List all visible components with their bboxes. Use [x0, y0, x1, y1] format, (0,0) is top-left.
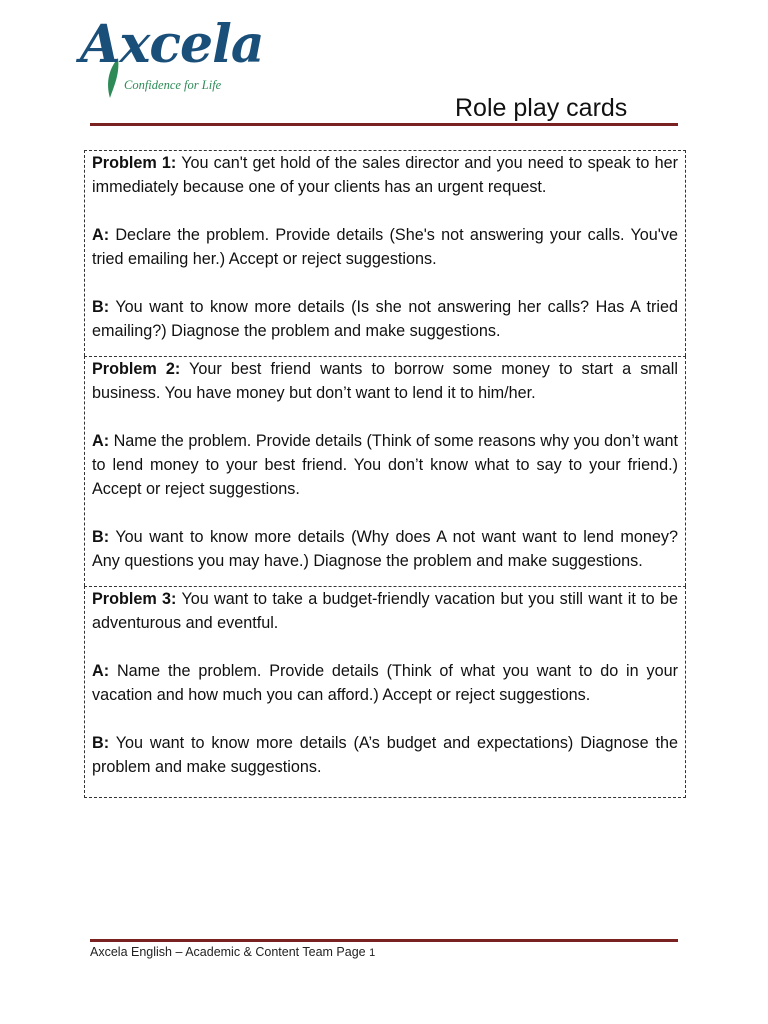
- logo-wordmark: Axcela: [80, 14, 264, 75]
- card-3-role-a: [92, 659, 678, 707]
- card-1-role-b: [92, 295, 678, 343]
- card-1-b-label: B:: [92, 298, 110, 316]
- logo-tagline: Confidence for Life: [124, 78, 222, 92]
- card-3-problem-label: Problem 3:: [92, 590, 177, 608]
- card-1-problem-text: You can't get hold of the sales director and you need to speak to her immediately because one of your clients has an urgent request.: [92, 154, 678, 196]
- footer-rule: [90, 939, 678, 942]
- card-2-problem-text: Your best friend wants to borrow some money to start a small business. You have money but don’t want to lend it to him/her.: [92, 360, 678, 402]
- card-1-b-text: You want to know more details (Is she not answering her calls? Has A tried emailing?) Diagnose the problem and make suggestions.: [92, 298, 678, 340]
- card-2-a-label: A:: [92, 432, 110, 450]
- card-3-a-text: Name the problem. Provide details (Think of what you want to do in your vacation and how much you can afford.) Accept or reject suggestions.: [92, 662, 678, 704]
- page-number: 1: [369, 947, 376, 959]
- card-2-problem: [92, 357, 678, 405]
- card-3-a-label: A:: [92, 662, 110, 680]
- header-rule: [90, 123, 678, 126]
- card-2-a-text: Name the problem. Provide details (Think of some reasons why you don’t want to lend money to your best friend. You don’t know what to say to your friend.) Accept or reject suggestions.: [92, 432, 678, 498]
- card-3-b-text: You want to know more details (A’s budget and expectations) Diagnose the problem and make suggestions.: [92, 734, 678, 776]
- role-play-cards: [84, 150, 686, 798]
- card-2-role-a: [92, 429, 678, 501]
- card-3: [84, 586, 686, 798]
- card-2-role-b: [92, 525, 678, 573]
- card-2-b-label: B:: [92, 528, 110, 546]
- card-3-problem-text: You want to take a budget-friendly vacation but you still want it to be adventurous and eventful.: [92, 590, 678, 632]
- page-title: Role play cards: [455, 94, 628, 122]
- axcela-logo: [80, 14, 264, 104]
- card-1-role-a: [92, 223, 678, 271]
- card-3-problem: [92, 587, 678, 635]
- card-1-a-label: A:: [92, 226, 110, 244]
- card-2: [84, 356, 686, 586]
- card-2-problem-label: Problem 2:: [92, 360, 181, 378]
- card-2-b-text: You want to know more details (Why does A not want want to lend money? Any questions you may have.) Diagnose the problem and make suggestions.: [92, 528, 678, 570]
- page-footer: [90, 945, 375, 959]
- card-1: [84, 150, 686, 356]
- footer-text: Axcela English – Academic & Content Team Page: [90, 945, 370, 959]
- card-1-problem-label: Problem 1:: [92, 154, 177, 172]
- card-3-role-b: [92, 731, 678, 779]
- card-3-b-label: B:: [92, 734, 110, 752]
- card-1-a-text: Declare the problem. Provide details (She's not answering your calls. You've tried emailing her.) Accept or reject suggestions.: [92, 226, 678, 268]
- card-1-problem: [92, 151, 678, 199]
